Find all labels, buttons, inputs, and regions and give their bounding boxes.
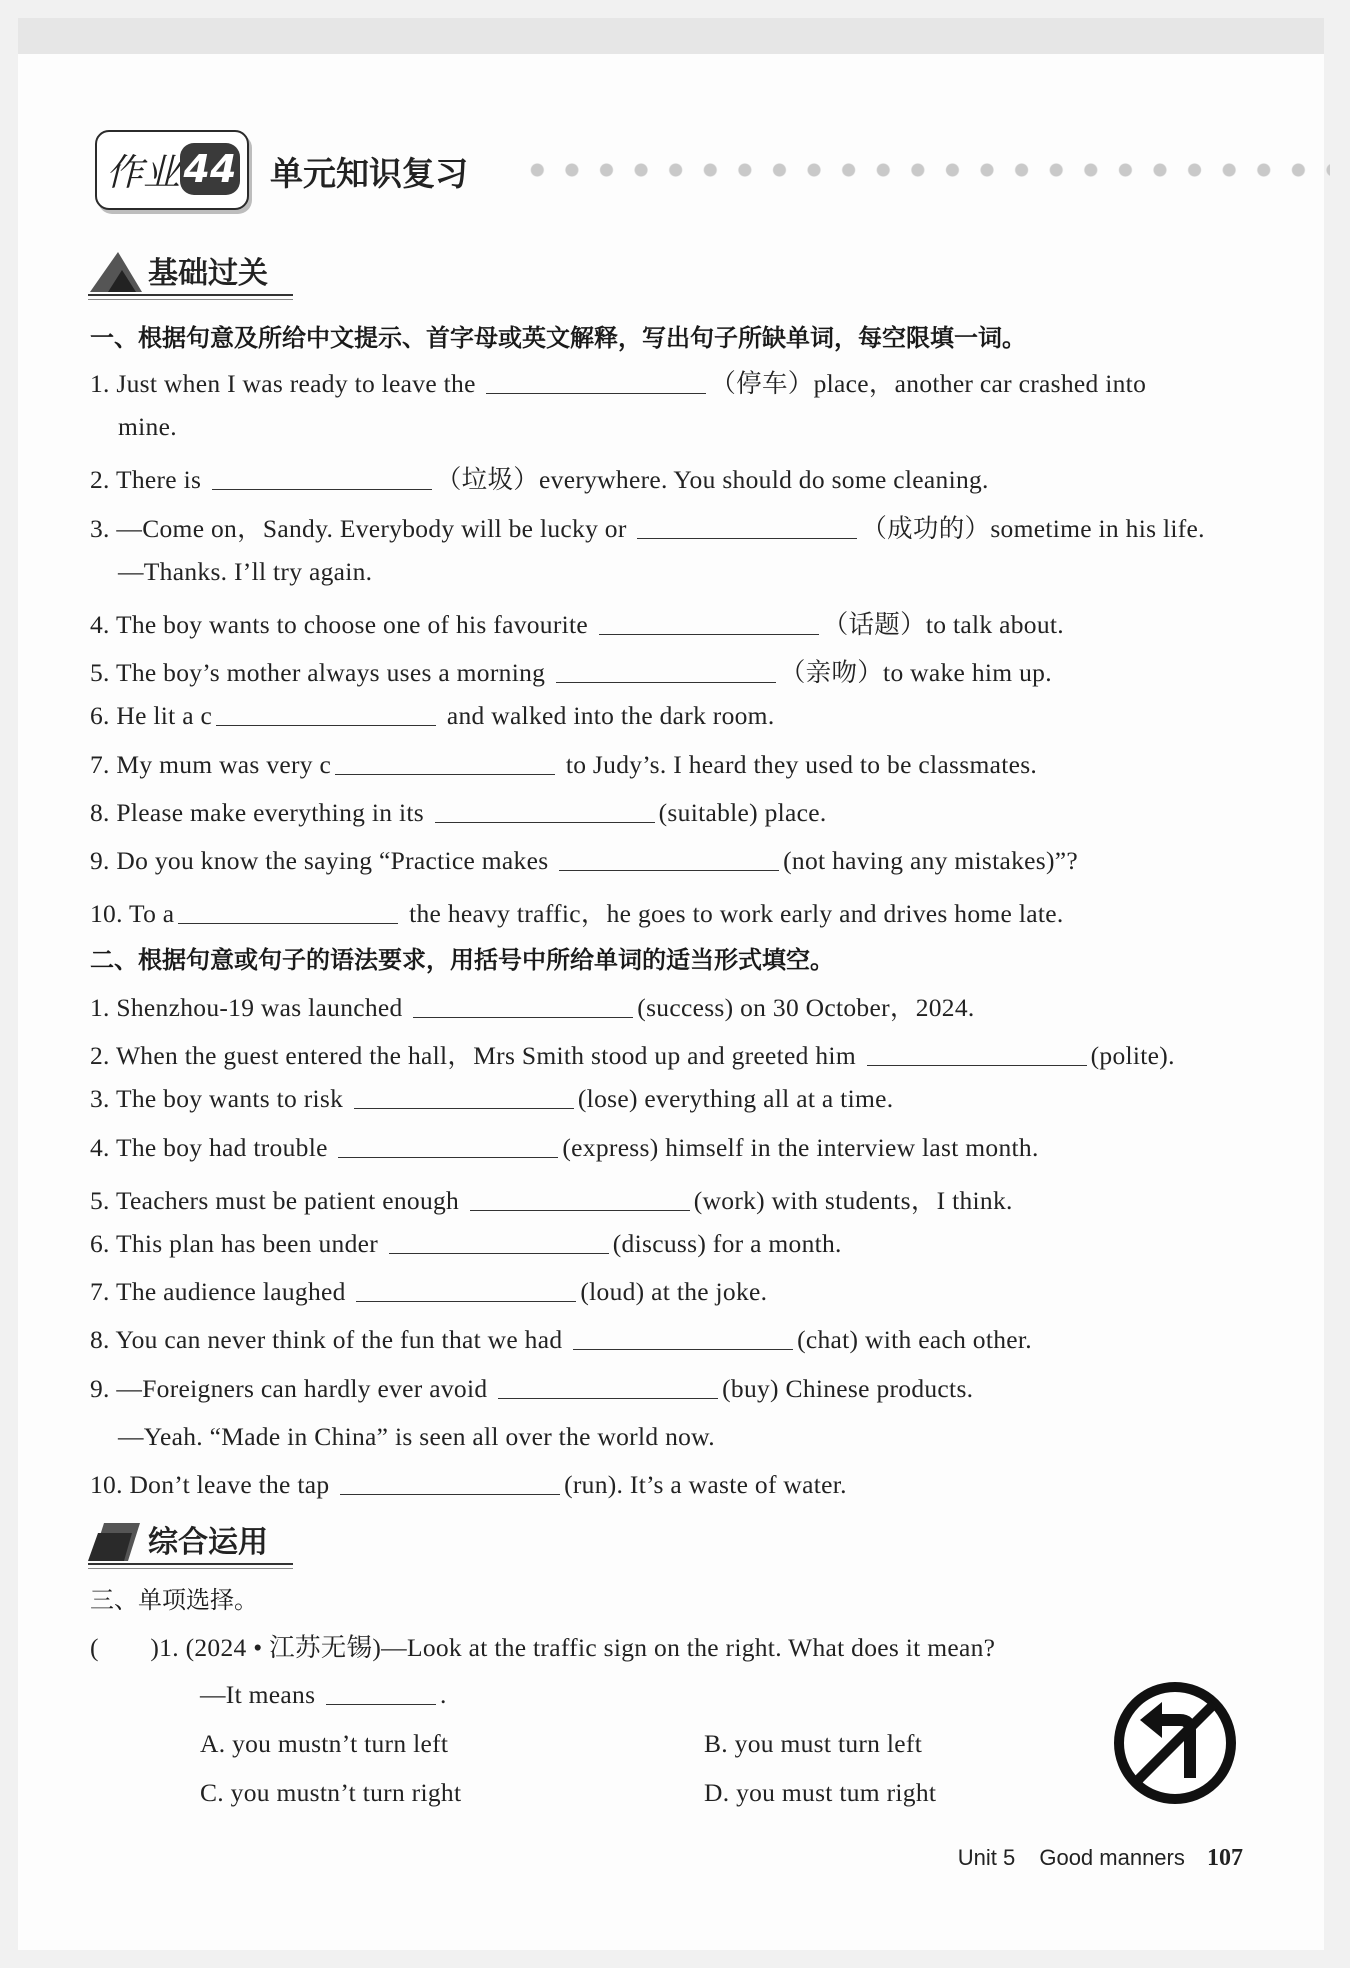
exercise-text: 2. There is: [90, 465, 208, 495]
footer-unit: Unit 5: [957, 1845, 1016, 1870]
answer-blank[interactable]: [326, 1703, 436, 1705]
exercise-text: 3. —Come on，Sandy. Everybody will be lucky or: [90, 513, 634, 543]
option-c[interactable]: C. you mustn’t turn right: [200, 1778, 462, 1807]
exercise-line: [90, 1036, 1175, 1072]
exercise-hint: and walked into the dark room.: [440, 701, 775, 731]
page-number: 107: [1207, 1845, 1243, 1871]
homework-number-badge: 44: [180, 143, 240, 195]
answer-blank[interactable]: [637, 537, 857, 539]
exercise-text: 10. Don’t leave the tap: [90, 1470, 337, 1499]
answer-blank[interactable]: [335, 773, 555, 775]
answer-blank[interactable]: [178, 922, 398, 924]
exercise-text: —Yeah. “Made in China” is seen all over the world now.: [118, 1421, 715, 1451]
part3-instruction: 三、单项选择。: [90, 1586, 258, 1614]
exercise-hint: (not having any mistakes)”?: [783, 846, 1079, 875]
answer-blank[interactable]: [340, 1493, 560, 1495]
exercise-text: 9. —Foreigners can hardly ever avoid: [90, 1373, 495, 1403]
mc-question: ( )1. (2024 • 江苏无锡)—Look at the traffic sign on the right. What does it mean?: [90, 1633, 996, 1662]
answer-blank[interactable]: [470, 1209, 690, 1211]
footer-unit-title: Good manners: [1039, 1845, 1185, 1870]
exercise-text: 5. The boy’s mother always uses a morning: [90, 658, 552, 688]
exercise-hint: （话题）to talk about.: [822, 610, 1064, 639]
exercise-line: [90, 1133, 1039, 1163]
answer-blank[interactable]: [354, 1107, 574, 1109]
answer-blank[interactable]: [599, 633, 819, 635]
exercise-text: 8. You can never think of the fun that we had: [90, 1325, 570, 1355]
answer-blank[interactable]: [435, 821, 655, 823]
answer-stem-end: .: [439, 1680, 447, 1709]
section-application-label: 综合运用: [148, 1525, 268, 1560]
section-application-heading: [88, 1513, 298, 1565]
exercise-hint: (polite).: [1090, 1041, 1175, 1071]
option-d[interactable]: D. you must tum right: [704, 1778, 937, 1807]
answer-blank[interactable]: [356, 1300, 576, 1302]
exercise-text: 1. Just when I was ready to leave the: [90, 369, 483, 398]
exercise-text: 8. Please make everything in its: [90, 797, 431, 827]
exercise-line: [90, 988, 975, 1024]
option-b[interactable]: B. you must turn left: [704, 1729, 923, 1758]
exercise-hint: to Judy’s. I heard they used to be classmates.: [559, 749, 1038, 779]
answer-blank[interactable]: [413, 1016, 633, 1018]
exercise-line: [90, 1084, 893, 1114]
exercise-hint: (buy) Chinese products.: [722, 1373, 974, 1403]
exercise-hint: (lose) everything all at a time.: [577, 1084, 894, 1114]
no-left-turn-sign-icon: [1110, 1678, 1240, 1808]
exercise-line: [118, 1422, 715, 1452]
exercise-hint: (discuss) for a month.: [612, 1229, 842, 1258]
section-basics-label: 基础过关: [148, 256, 268, 291]
exercise-line: [118, 412, 177, 442]
exercise-text: —Thanks. I’ll try again.: [118, 556, 373, 586]
exercise-line: [90, 1470, 847, 1500]
answer-blank[interactable]: [498, 1397, 718, 1399]
exercise-text: 6. This plan has been under: [90, 1229, 385, 1258]
exercise-text: 4. The boy had trouble: [90, 1132, 335, 1162]
answer-blank[interactable]: [573, 1348, 793, 1350]
exercise-text: 6. He lit a c: [90, 701, 213, 731]
scan-top-strip: [18, 18, 1324, 54]
homework-word: 作业: [106, 151, 180, 194]
exercise-line: [90, 460, 989, 496]
exercise-hint: （垃圾）everywhere. You should do some cleaning.: [435, 465, 989, 495]
exercise-text: 1. Shenzhou-19 was launched: [90, 993, 410, 1022]
exercise-hint: the heavy traffic，he goes to work early and drives home late.: [402, 899, 1064, 929]
exercise-hint: （亲吻）to wake him up.: [779, 658, 1052, 688]
book-icon: [88, 1517, 144, 1563]
exercise-text: 3. The boy wants to risk: [90, 1084, 350, 1114]
exercise-text: 7. My mum was very c: [90, 749, 332, 779]
exercise-hint: （成功的）sometime in his life.: [861, 513, 1205, 543]
part1-instruction: 一、根据句意及所给中文提示、首字母或英文解释，写出句子所缺单词，每空限填一词。: [90, 324, 1026, 352]
exercise-text: 2. When the guest entered the hall，Mrs Smith stood up and greeted him: [90, 1041, 863, 1071]
exercise-line: [90, 1181, 1013, 1217]
exercise-text: 10. To a: [90, 899, 175, 929]
exercise-text: 5. Teachers must be patient enough: [90, 1185, 466, 1215]
answer-blank[interactable]: [389, 1252, 609, 1254]
exercise-hint: (run). It’s a waste of water.: [564, 1470, 847, 1499]
page-title: 单元知识复习: [270, 154, 468, 193]
answer-blank[interactable]: [867, 1064, 1087, 1066]
option-a[interactable]: A. you mustn’t turn left: [200, 1729, 449, 1758]
exercise-hint: (chat) with each other.: [797, 1325, 1032, 1355]
answer-blank[interactable]: [216, 724, 436, 726]
page-footer: [958, 1845, 1243, 1872]
exercise-hint: (success) on 30 October，2024.: [637, 993, 975, 1022]
exercise-text: 7. The audience laughed: [90, 1277, 353, 1307]
exercise-hint: (suitable) place.: [658, 797, 827, 827]
exercise-line: [118, 557, 372, 587]
answer-blank[interactable]: [212, 488, 432, 490]
exercise-hint: (loud) at the joke.: [580, 1277, 768, 1307]
exercise-line: [90, 894, 1064, 930]
exercise-text: 4. The boy wants to choose one of his favourite: [90, 610, 595, 639]
exercise-line: [90, 509, 1205, 545]
exercise-line: [90, 605, 1064, 641]
answer-blank[interactable]: [486, 392, 706, 394]
exercise-line: [90, 750, 1037, 780]
exercise-hint: (work) with students，I think.: [693, 1185, 1013, 1215]
answer-blank[interactable]: [559, 869, 779, 871]
answer-blank[interactable]: [556, 681, 776, 683]
exercise-line: [90, 653, 1052, 689]
exercise-hint: (express) himself in the interview last month.: [562, 1132, 1039, 1162]
answer-stem-text: —It means: [200, 1680, 322, 1709]
exercise-line: [90, 846, 1078, 876]
exercise-hint: （停车）place，another car crashed into: [710, 369, 1147, 398]
exercise-line: [90, 1229, 842, 1259]
decorative-dot-row: [520, 163, 1330, 177]
exercise-text: 9. Do you know the saying “Practice makes: [90, 846, 556, 875]
exercise-line: [90, 1277, 767, 1307]
answer-blank[interactable]: [338, 1156, 558, 1158]
answer-stem: [200, 1680, 447, 1710]
exercise-text: mine.: [118, 412, 177, 442]
exercise-line: [90, 1325, 1032, 1355]
part2-instruction: 二、根据句意或句子的语法要求，用括号中所给单词的适当形式填空。: [90, 946, 834, 974]
exercise-line: [90, 701, 775, 731]
section-basics-heading: [88, 244, 298, 296]
triangle-icon: [88, 248, 144, 294]
exercise-line: [90, 364, 1146, 400]
exercise-line: [90, 1374, 973, 1404]
exercise-line: [90, 798, 827, 828]
